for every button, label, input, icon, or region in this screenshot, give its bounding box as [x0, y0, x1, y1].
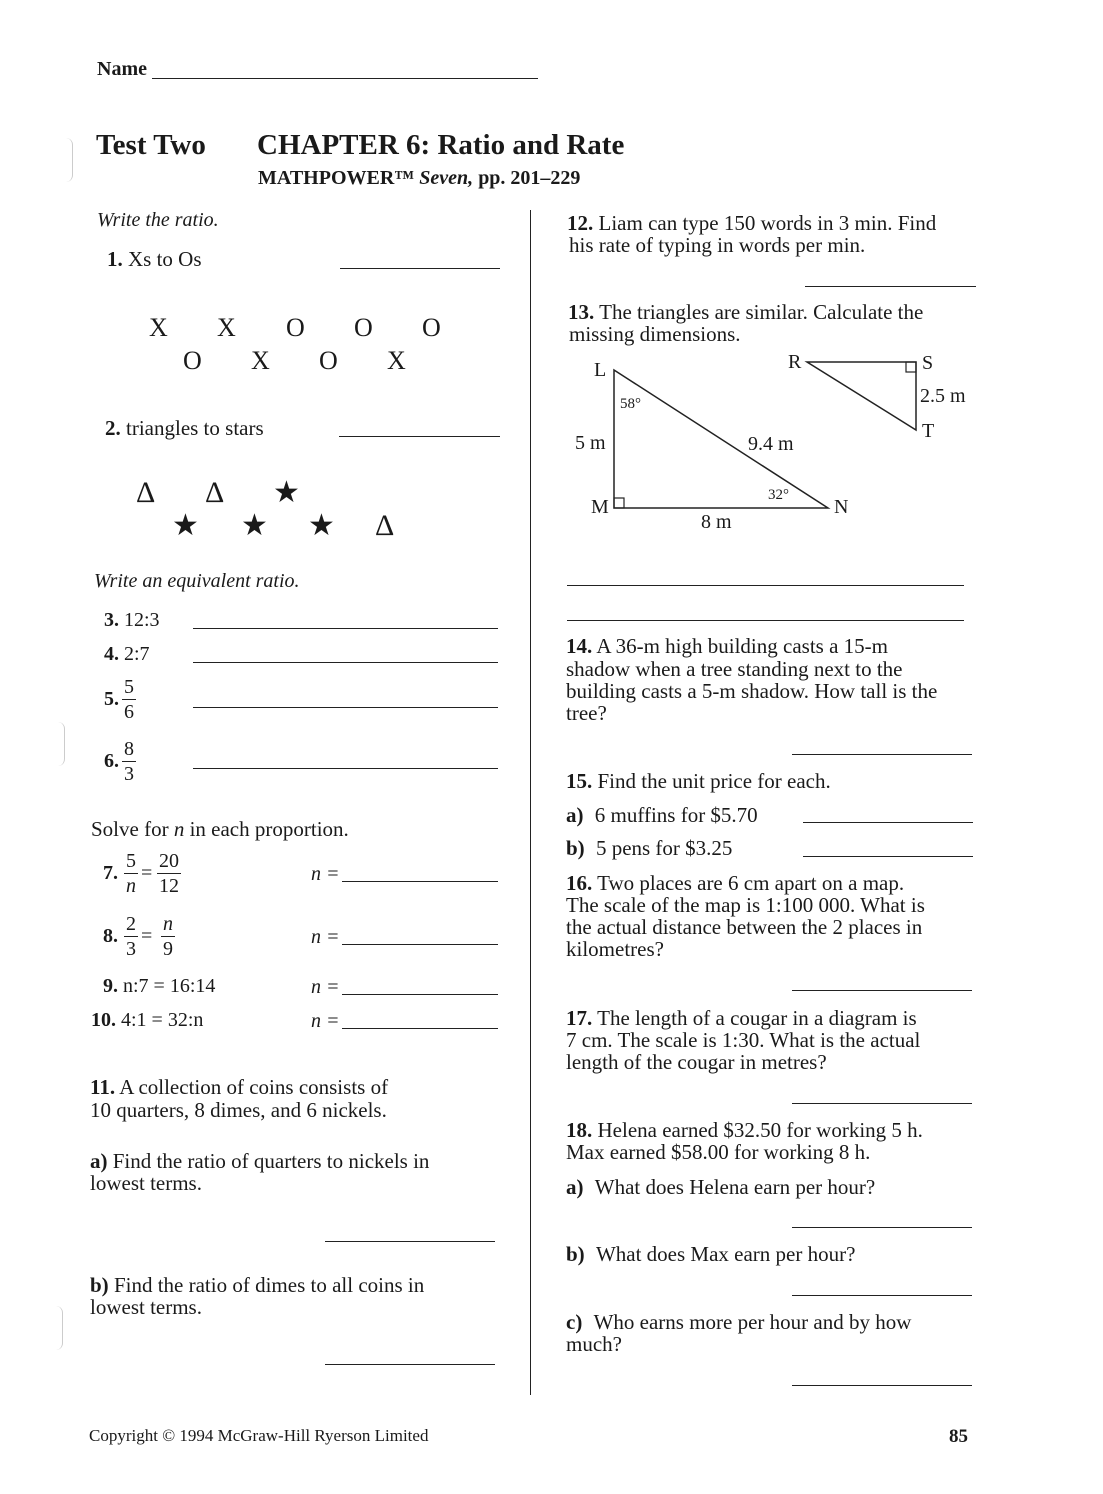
q7-number: 7.: [103, 862, 118, 884]
q1-symbol: X: [251, 346, 270, 375]
book-reference: [258, 167, 580, 190]
q2-number: 2.: [105, 416, 121, 440]
q5-fraction: [122, 677, 136, 722]
name-label: Name: [97, 58, 147, 80]
angle-n-label: 32°: [768, 487, 789, 503]
q10-text: 4:1 = 32:n: [121, 1009, 204, 1031]
q17-line1: The length of a cougar in a diagram is: [597, 1006, 917, 1030]
book-pages: pp. 201–229: [478, 167, 581, 189]
q16-line3: the actual distance between the 2 places in: [566, 915, 923, 939]
q7-right-numerator: 20: [159, 850, 179, 872]
question-10: [91, 1009, 203, 1032]
q18-line1: Helena earned $32.50 for working 5 h.: [597, 1118, 923, 1142]
q13-answer-line-2[interactable]: [567, 620, 964, 621]
q8-fraction-left: [124, 914, 138, 959]
chapter-title: CHAPTER 6: Ratio and Rate: [257, 129, 625, 161]
q9-number: 9.: [103, 975, 118, 997]
q1-answer-line[interactable]: [340, 268, 500, 269]
q3-number: 3.: [104, 609, 119, 631]
q1-symbol: X: [387, 346, 406, 375]
q1-symbol: O: [183, 346, 202, 375]
q14-answer-line[interactable]: [792, 754, 972, 755]
q1-number: 1.: [107, 247, 123, 271]
q15b-text: 5 pens for $3.25: [595, 836, 733, 860]
triangle-shape: Δ: [375, 509, 395, 542]
q11b-answer-line[interactable]: [325, 1364, 495, 1365]
q1-symbol: O: [422, 313, 441, 342]
q5-numerator: 5: [124, 676, 134, 698]
side-lm-label: 5 m: [575, 432, 606, 454]
q16-answer-line[interactable]: [792, 990, 972, 991]
q18a: [566, 1175, 875, 1200]
fraction-bar: [122, 761, 136, 762]
q16-line1: Two places are 6 cm apart on a map.: [597, 871, 905, 895]
q9-text: n:7 = 16:14: [123, 975, 216, 997]
section-write-ratio: Write the ratio.: [97, 209, 219, 231]
q18c-answer-line[interactable]: [792, 1385, 972, 1386]
q11-number: 11.: [90, 1075, 116, 1099]
side-ln-label: 9.4 m: [748, 433, 794, 455]
side-mn-label: 8 m: [701, 511, 732, 533]
right-angle-marker-s: [906, 362, 916, 372]
right-angle-marker-m: [614, 498, 624, 508]
q4-number: 4.: [104, 643, 119, 665]
q7-answer-label: n =: [311, 863, 340, 885]
question-11: [90, 1075, 388, 1100]
q8-equals: =: [141, 925, 153, 947]
solve-before: Solve for: [91, 817, 169, 841]
q7-fraction-left: [124, 851, 138, 896]
q15a-text: 6 muffins for $5.70: [594, 803, 758, 827]
side-st-label: 2.5 m: [920, 385, 966, 407]
q18a-label: a): [566, 1175, 584, 1199]
q18b: [566, 1242, 855, 1267]
q7-equals: =: [141, 862, 153, 884]
triangle-rst: [807, 362, 916, 430]
star-shape: ★: [241, 509, 268, 542]
vertex-r: R: [788, 351, 802, 373]
q18a-answer-line[interactable]: [792, 1227, 972, 1228]
q16-line2: The scale of the map is 1:100 000. What is: [566, 893, 925, 917]
page-number: 85: [949, 1426, 968, 1447]
q10-answer-line[interactable]: [342, 1028, 498, 1029]
q5-denominator: 6: [124, 701, 134, 723]
q15b-label: b): [566, 836, 585, 860]
binder-hole-mark: [66, 138, 73, 182]
q2-answer-line[interactable]: [339, 436, 500, 437]
q14-line4: tree?: [566, 701, 607, 725]
q9-answer-label: n =: [311, 976, 340, 998]
q8-number: 8.: [103, 925, 118, 947]
solve-after: in each proportion.: [189, 817, 349, 841]
q7-left-denominator: n: [126, 875, 136, 897]
q4-answer-line[interactable]: [193, 662, 498, 663]
q11a-line1: Find the ratio of quarters to nickels in: [112, 1149, 430, 1173]
section-equivalent-ratio: Write an equivalent ratio.: [94, 570, 300, 592]
q15b: [566, 836, 732, 861]
q15a-label: a): [566, 803, 584, 827]
q14-number: 14.: [566, 634, 593, 658]
q8-answer-label: n =: [311, 926, 340, 948]
q2-text: triangles to stars: [126, 416, 264, 440]
book-italic: Seven,: [419, 167, 474, 189]
q12-line1: Liam can type 150 words in 3 min. Find: [598, 211, 937, 235]
q13-line1: The triangles are similar. Calculate the: [599, 300, 924, 324]
q13-answer-line-1[interactable]: [567, 585, 964, 586]
binder-hole-mark: [58, 722, 65, 766]
q13-line2: missing dimensions.: [569, 322, 741, 346]
test-label: Test Two: [96, 129, 206, 161]
q3-answer-line[interactable]: [193, 628, 498, 629]
q15a: [566, 803, 758, 828]
q11a-label: a): [90, 1149, 108, 1173]
vertex-m: M: [591, 496, 609, 518]
q18b-label: b): [566, 1242, 585, 1266]
q12-line2: his rate of typing in words per min.: [569, 233, 866, 257]
question-9: [103, 975, 215, 998]
q11b-line2: lowest terms.: [90, 1295, 202, 1319]
q11b-line1: Find the ratio of dimes to all coins in: [113, 1273, 425, 1297]
q11-line2: 10 quarters, 8 dimes, and 6 nickels.: [90, 1098, 387, 1122]
q6-numerator: 8: [124, 738, 134, 760]
q18c-line2: much?: [566, 1332, 622, 1356]
angle-l-label: 58°: [620, 396, 641, 412]
q15-number: 15.: [566, 769, 593, 793]
copyright-notice: Copyright © 1994 McGraw-Hill Ryerson Limited: [89, 1426, 429, 1445]
q18b-answer-line[interactable]: [792, 1295, 972, 1296]
solve-var: n: [173, 817, 185, 841]
q6-number: 6.: [104, 750, 119, 772]
q5-number: 5.: [104, 688, 119, 710]
fraction-bar: [122, 699, 136, 700]
q10-number: 10.: [91, 1009, 116, 1031]
q11a-line2: lowest terms.: [90, 1171, 202, 1195]
star-shape: ★: [172, 509, 199, 542]
q14-line2: shadow when a tree standing next to the: [566, 657, 903, 681]
q1-symbol: X: [217, 313, 236, 342]
q6-denominator: 3: [124, 763, 134, 785]
q8-left-denominator: 3: [126, 938, 136, 960]
fraction-bar: [124, 873, 138, 874]
q17-line3: length of the cougar in metres?: [566, 1050, 827, 1074]
q8-right-numerator: n: [163, 913, 173, 935]
q7-fraction-right: [157, 851, 181, 896]
triangle-shape: Δ: [205, 476, 225, 509]
q18b-text: What does Max earn per hour?: [595, 1242, 856, 1266]
q13-number: 13.: [568, 300, 595, 324]
vertex-n: N: [834, 496, 849, 518]
q17-line2: 7 cm. The scale is 1:30. What is the actual: [566, 1028, 921, 1052]
vertex-l: L: [594, 359, 607, 381]
q16-number: 16.: [566, 871, 593, 895]
q9-answer-line[interactable]: [342, 994, 498, 995]
q14-line1: A 36-m high building casts a 15-m: [596, 634, 888, 658]
q1-symbol: O: [286, 313, 305, 342]
q15a-answer-line[interactable]: [803, 822, 973, 823]
fraction-bar: [124, 936, 138, 937]
q8-fraction-right: [161, 914, 175, 959]
q15b-answer-line[interactable]: [803, 856, 973, 857]
q3-text: 12:3: [124, 609, 160, 631]
q4-text: 2:7: [124, 643, 150, 665]
name-field[interactable]: [152, 78, 538, 79]
fraction-bar: [161, 936, 175, 937]
question-14: [566, 634, 888, 659]
vertex-s: S: [922, 352, 934, 374]
q16-line4: kilometres?: [566, 937, 664, 961]
column-divider: [530, 210, 531, 1395]
q12-answer-line[interactable]: [805, 286, 976, 287]
q6-fraction: [122, 739, 136, 784]
q11b-label: b): [90, 1273, 109, 1297]
q6-answer-line[interactable]: [193, 768, 498, 769]
question-2: [105, 416, 264, 441]
q8-right-denominator: 9: [163, 938, 173, 960]
fraction-bar: [157, 873, 181, 874]
question-4: [104, 643, 150, 666]
q18a-text: What does Helena earn per hour?: [594, 1175, 876, 1199]
question-3: [104, 609, 160, 632]
q18c-line1: Who earns more per hour and by how: [593, 1310, 912, 1334]
q1-symbol: X: [149, 313, 168, 342]
question-15: [566, 769, 831, 794]
q1-symbol: O: [354, 313, 373, 342]
q7-right-denominator: 12: [159, 875, 179, 897]
q14-line3: building casts a 5-m shadow. How tall is the: [566, 679, 938, 703]
binder-hole-mark: [56, 1306, 63, 1350]
q7-left-numerator: 5: [126, 850, 136, 872]
triangle-shape: Δ: [136, 476, 156, 509]
q15-text: Find the unit price for each.: [597, 769, 831, 793]
q18-line2: Max earned $58.00 for working 8 h.: [566, 1140, 871, 1164]
q1-symbol: O: [319, 346, 338, 375]
question-1: [107, 247, 202, 272]
q11-line1: A collection of coins consists of: [119, 1075, 389, 1099]
star-shape: ★: [308, 509, 335, 542]
q5-answer-line[interactable]: [193, 707, 498, 708]
vertex-t: T: [922, 420, 935, 442]
q11a-answer-line[interactable]: [325, 1241, 495, 1242]
q10-answer-label: n =: [311, 1010, 340, 1032]
q7-answer-line[interactable]: [342, 881, 498, 882]
star-shape: ★: [273, 476, 300, 509]
q8-answer-line[interactable]: [342, 944, 498, 945]
section-solve: [91, 817, 349, 842]
q17-number: 17.: [566, 1006, 593, 1030]
book-brand: MATHPOWER™: [258, 167, 415, 189]
triangle-lmn: [614, 370, 828, 508]
q18-number: 18.: [566, 1118, 593, 1142]
q8-left-numerator: 2: [126, 913, 136, 935]
q12-number: 12.: [567, 211, 594, 235]
q18c-label: c): [566, 1310, 583, 1334]
q1-text: Xs to Os: [128, 247, 202, 271]
q17-answer-line[interactable]: [792, 1103, 972, 1104]
